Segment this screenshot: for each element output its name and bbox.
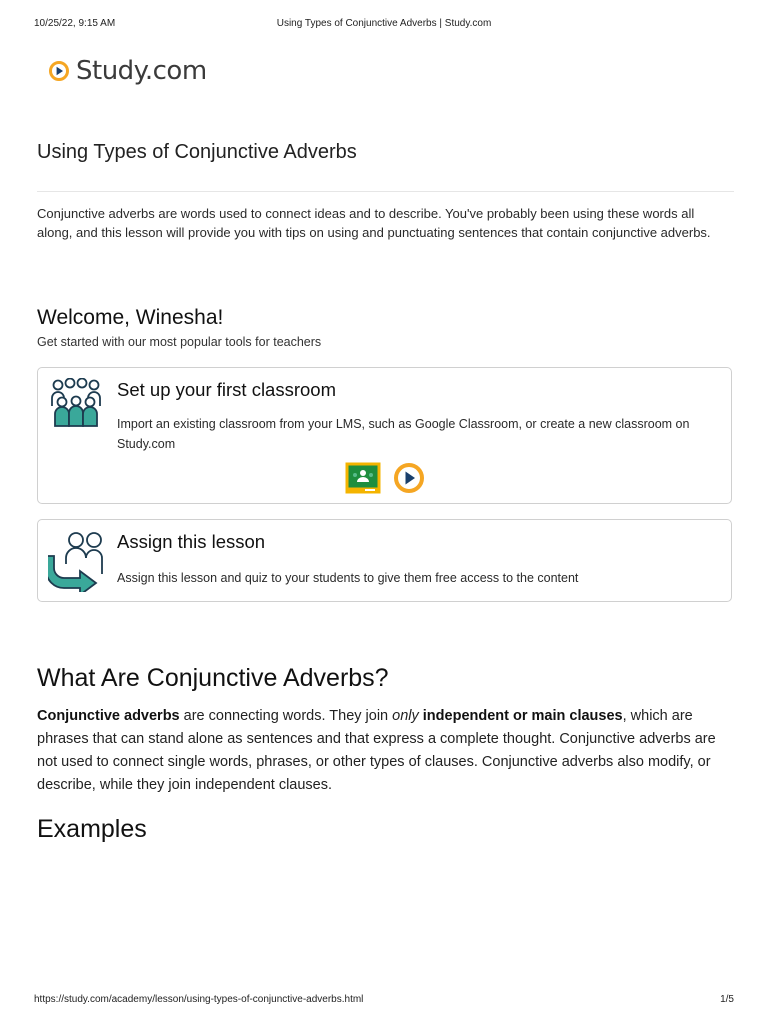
google-classroom-icon[interactable]: [345, 462, 381, 499]
study-com-logo[interactable]: [48, 55, 207, 87]
assign-lesson-icon: [48, 530, 108, 592]
title-divider: [37, 191, 734, 192]
print-header: [34, 18, 734, 32]
setup-classroom-description: Import an existing classroom from your LMS, such as Google Classroom, or create a new classroom on Study.com: [117, 417, 690, 451]
term-conjunctive-adverbs: Conjunctive adverbs: [37, 708, 180, 724]
print-url: https://study.com/academy/lesson/using-types-of-conjunctive-adverbs.html: [34, 994, 364, 1005]
assign-lesson-card[interactable]: [37, 519, 732, 602]
assign-lesson-description: Assign this lesson and quiz to your students to give them free access to the content: [117, 571, 579, 585]
logo-text: Study.com: [76, 56, 207, 86]
what-are-conjunctive-adverbs-heading: What Are Conjunctive Adverbs?: [37, 664, 389, 692]
paragraph-text-2: , which are phrases that can stand alone as sentences and that express a complete thought. Conjunctive adverbs are not used to connect single words, phrases, or other types of clauses. Conjunctive adverbs also modify, or describe, while they join independent clauses.: [37, 708, 716, 793]
welcome-heading: Welcome, Winesha!: [37, 306, 224, 329]
print-document-title: Using Types of Conjunctive Adverbs | Study.com: [276, 18, 492, 29]
study-com-icon[interactable]: [393, 462, 425, 499]
print-datetime: 10/25/22, 9:15 AM: [34, 18, 116, 29]
paragraph-text-1: are connecting words. They join: [179, 708, 393, 724]
assign-lesson-title[interactable]: Assign this lesson: [117, 531, 266, 552]
classroom-group-icon: [48, 378, 106, 436]
examples-heading: Examples: [37, 815, 147, 843]
play-circle-icon: [48, 60, 70, 82]
lms-icons: [345, 462, 425, 499]
welcome-subtitle: Get started with our most popular tools for teachers: [37, 335, 322, 349]
setup-classroom-card[interactable]: [37, 367, 732, 504]
emphasis-only: only: [392, 708, 419, 724]
print-page-number: 1/5: [720, 994, 734, 1005]
lesson-intro: Conjunctive adverbs are words used to connect ideas and to describe. You've probably been using these words all along, and this lesson will provide you with tips on using and punctuating sentences that contain conjunctive adverbs.: [37, 206, 711, 240]
lesson-title: Using Types of Conjunctive Adverbs: [37, 141, 357, 163]
definition-paragraph: [37, 705, 727, 797]
term-independent-clauses: independent or main clauses: [422, 708, 623, 724]
print-footer: [34, 994, 734, 1008]
setup-classroom-title[interactable]: Set up your first classroom: [117, 379, 336, 400]
